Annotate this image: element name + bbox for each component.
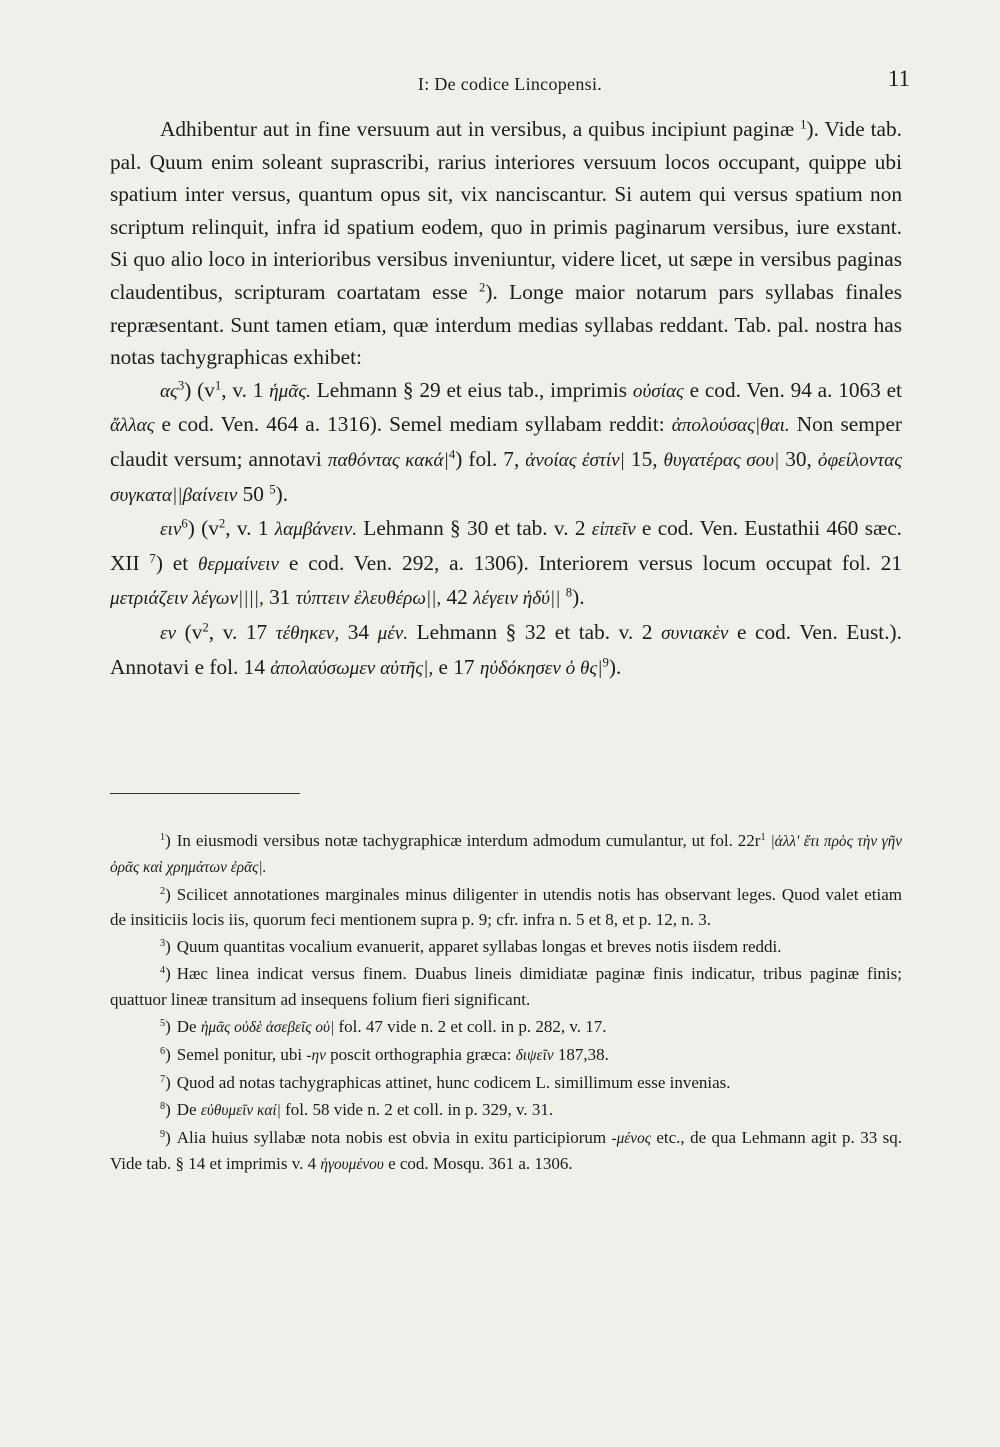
- text-span: 15,: [624, 446, 664, 471]
- text-span: 42: [441, 585, 474, 610]
- greek-term: ἀπολούσας|θαι.: [671, 415, 790, 437]
- footnote: [110, 1042, 902, 1068]
- greek-term: παθόντας κακά|: [327, 449, 449, 471]
- text-span: e cod. Ven. Eust.). Annotavi e fol. 14: [110, 619, 902, 679]
- greek-term: μετριάζειν λέγων||||,: [110, 588, 264, 610]
- footnote-marker: $^2$): [160, 885, 171, 905]
- footnote-ref: 2: [479, 280, 486, 295]
- footnote-ref: 8: [565, 585, 573, 600]
- text-span: e cod. Ven. 292, a. 1306). Interiorem versus locum occupat fol. 21: [279, 550, 902, 575]
- greek-term: ἄλλας: [110, 415, 155, 437]
- page-header: [110, 66, 910, 106]
- footnote-ref: 3: [177, 378, 185, 393]
- text-span: 50: [237, 481, 270, 506]
- text-span: ).: [608, 654, 622, 679]
- text-span: ) et: [155, 550, 198, 575]
- text-span: Lehmann § 29 et eius tab., imprimis: [310, 377, 633, 402]
- greek-term: εἰπεῖν: [591, 519, 636, 541]
- greek-term: ἡμᾶς οὐδὲ ἀσεβεῖς οὐ|: [200, 1018, 335, 1036]
- running-title: I: De codice Lincopensi.: [417, 74, 603, 94]
- text-span: , v. 1: [225, 516, 275, 541]
- footnote-text: 187,38.: [553, 1044, 609, 1064]
- greek-term: ἡμᾶς.: [269, 380, 311, 402]
- text-span: ) (v: [187, 516, 219, 541]
- text-span: 31: [263, 585, 296, 610]
- text-span: e cod. Ven. 464 a. 1316). Semel mediam syllabam reddit:: [154, 412, 672, 437]
- greek-term: μέν.: [377, 622, 409, 644]
- paragraph-as-note: [110, 374, 902, 512]
- footnote-marker: $^7$): [160, 1072, 171, 1092]
- text-span: ) fol. 7,: [455, 446, 526, 471]
- footnote-marker: $^1$): [160, 831, 171, 850]
- footnote-ref: 9: [602, 654, 609, 669]
- text-span: e cod. Ven. 94 a. 1063 et: [683, 377, 902, 402]
- greek-term: τέθηκεν,: [275, 622, 340, 644]
- footnote: [110, 961, 902, 1011]
- footnote-marker: $^8$): [160, 1099, 171, 1119]
- footnote: [110, 828, 902, 880]
- footnote-text: De: [176, 1099, 201, 1119]
- footnote-ref: 4: [448, 447, 456, 462]
- footnote-ref: 7: [149, 551, 156, 566]
- footnote-marker: $^9$): [160, 1127, 171, 1147]
- greek-term: ἀνοίας ἐστίν|: [525, 449, 625, 471]
- superscript: 1: [760, 831, 766, 843]
- footnote-number: 8: [160, 1100, 166, 1112]
- text-span: Lehmann § 30 et tab. v. 2: [357, 516, 592, 541]
- footnote-number: 1: [160, 831, 166, 843]
- footnote: [110, 934, 902, 959]
- footnote-text: Scilicet annotationes marginales minus diligenter in utendis notis has observant leges. Quod valet etiam de insiticiis locis iis, quorum feci mentionem supra p. 9; cfr. infra n. 5 et 8, et p. 12, n. 3.: [110, 885, 902, 930]
- greek-term: λέγειν ἡδύ||: [473, 588, 561, 610]
- superscript: 1: [214, 378, 222, 393]
- text-span: (v: [176, 619, 203, 644]
- footnote-text: In eiusmodi versibus notæ tachygraphicæ interdum admodum cumulantur, ut fol. 22r: [176, 831, 761, 850]
- footnote-text: fol. 58 vide n. 2 et coll. in p. 329, v. 31.: [280, 1099, 554, 1119]
- greek-term: ἡγουμένου: [320, 1155, 384, 1173]
- footnote-marker: $^5$): [160, 1016, 171, 1036]
- footnote-text: Hæc linea indicat versus finem. Duabus lineis dimidiatæ paginæ finis indicatur, tribus paginæ finis; quattuor lineæ transitum ad insequens folium fieri significant.: [110, 964, 902, 1009]
- text-span: ).: [275, 481, 289, 506]
- footnote-number: 9: [160, 1128, 166, 1140]
- footnote-number: 7: [160, 1073, 166, 1085]
- footnote-text: De: [176, 1016, 201, 1036]
- footnote-text: etc., de qua Lehmann agit p. 33 sq. Vide tab. § 14 et imprimis v. 4: [110, 1127, 902, 1173]
- paragraph-ein-note: [110, 512, 902, 616]
- greek-term: ὀφείλοντας συγκατα||βαίνειν: [110, 449, 902, 506]
- text-span: Non semper claudit versum; annotavi: [110, 412, 902, 471]
- greek-term: |ἀλλ' ἔτι πρὸς τὴν γῆν ὁρᾶς καὶ χρημάτων ἐρᾶς|.: [110, 833, 902, 877]
- text-span: 30,: [779, 446, 818, 471]
- footnote-text: Semel ponitur, ubi: [176, 1044, 307, 1064]
- footnote: [110, 1125, 902, 1177]
- greek-term: -ην: [306, 1046, 326, 1064]
- footnote-text: poscit orthographia græca:: [325, 1044, 516, 1064]
- paragraph-en-note: [110, 616, 902, 685]
- footnote-text: Quod ad notas tachygraphicas attinet, hunc codicem L. simillimum esse invenias.: [176, 1072, 731, 1092]
- greek-term: -μένος: [611, 1129, 651, 1147]
- footnote-text: e cod. Mosqu. 361 a. 1306.: [383, 1153, 573, 1173]
- greek-term: ειν: [160, 519, 182, 541]
- footnote-marker: $^3$): [160, 937, 171, 957]
- greek-term: λαμβάνειν.: [274, 519, 358, 541]
- footnote: [110, 1070, 902, 1095]
- footnote-ref: 6: [181, 516, 188, 531]
- footnote-number: 2: [160, 886, 166, 898]
- footnote-marker: $^6$): [160, 1044, 171, 1064]
- text-span: e 17: [433, 654, 480, 679]
- text-span: , v. 1: [221, 377, 270, 402]
- greek-term: τύπτειν ἐλευθέρω||,: [295, 588, 442, 610]
- text-span: e cod. Ven. Eustathii 460 sæc. XII: [110, 516, 902, 575]
- text-span: 34: [339, 619, 378, 644]
- footnote-separator: [110, 793, 300, 794]
- footnote-text: Alia huius syllabæ nota nobis est obvia in exitu participiorum: [176, 1127, 612, 1147]
- greek-term: εὐθυμεῖν καί|: [200, 1101, 281, 1119]
- footnote-text: Quum quantitas vocalium evanuerit, apparet syllabas longas et breves notis iisdem reddi.: [176, 937, 782, 957]
- footnote: [110, 1014, 902, 1040]
- paragraph-intro: [110, 113, 902, 374]
- text-span: Lehmann § 32 et tab. v. 2: [408, 619, 662, 644]
- footnote-number: 6: [160, 1045, 166, 1057]
- main-text: [110, 113, 902, 685]
- greek-term: ας: [160, 380, 178, 402]
- greek-term: συνιακὲν: [661, 622, 729, 644]
- footnote: [110, 882, 902, 932]
- footnote-number: 4: [160, 965, 166, 977]
- footnote-marker: $^4$): [160, 964, 171, 984]
- text-span: ). Vide tab. pal. Quum enim soleant suprascribi, rarius interiores versuum locos occupant, quippe ubi spatium inter versus, quantum opus sit, vix nanciscantur. Si autem qui versus spatium non scriptum relinquit, infra id spatium eodem, quo in primis paginarum versibus, iure exstant. Si quo alio loco in interioribus versibus inveniuntur, videre licet, ut sæpe in versibus paginas claudentibus, scripturam coartatam esse: [110, 117, 902, 304]
- text-span: ). Longe maior notarum pars syllabas finales repræsentant. Sunt tamen etiam, quæ interdum medias syllabas reddant. Tab. pal. nostra has notas tachygraphicas exhibet:: [110, 279, 903, 370]
- greek-term: ἀπολαύσωμεν αὐτῆς|,: [270, 657, 434, 679]
- superscript: 2: [218, 516, 226, 531]
- greek-term: διψεῖν: [515, 1046, 554, 1064]
- greek-term: θυγατέρας σου|: [663, 449, 780, 471]
- greek-term: ηὐδόκησεν ὁ θς|: [479, 657, 603, 679]
- footnote-number: 3: [160, 938, 166, 950]
- footnote-text: fol. 47 vide n. 2 et coll. in p. 282, v. 17.: [334, 1016, 607, 1036]
- footnote-ref: 1: [800, 117, 807, 132]
- footnotes: [110, 828, 902, 1179]
- text-span: ) (v: [184, 377, 215, 402]
- greek-term: εν: [160, 622, 177, 644]
- text-span: , v. 17: [208, 619, 276, 644]
- footnote-number: 5: [160, 1017, 166, 1029]
- text-span: ).: [572, 585, 585, 610]
- greek-term: θερμαίνειν: [198, 553, 280, 575]
- greek-term: οὐσίας: [632, 380, 684, 402]
- footnote-ref: 5: [269, 481, 276, 496]
- superscript: 2: [202, 620, 209, 635]
- footnote: [110, 1097, 902, 1123]
- text-span: Adhibentur aut in fine versuum aut in versibus, a quibus incipiunt paginæ: [160, 117, 801, 141]
- page-number: 11: [887, 66, 910, 91]
